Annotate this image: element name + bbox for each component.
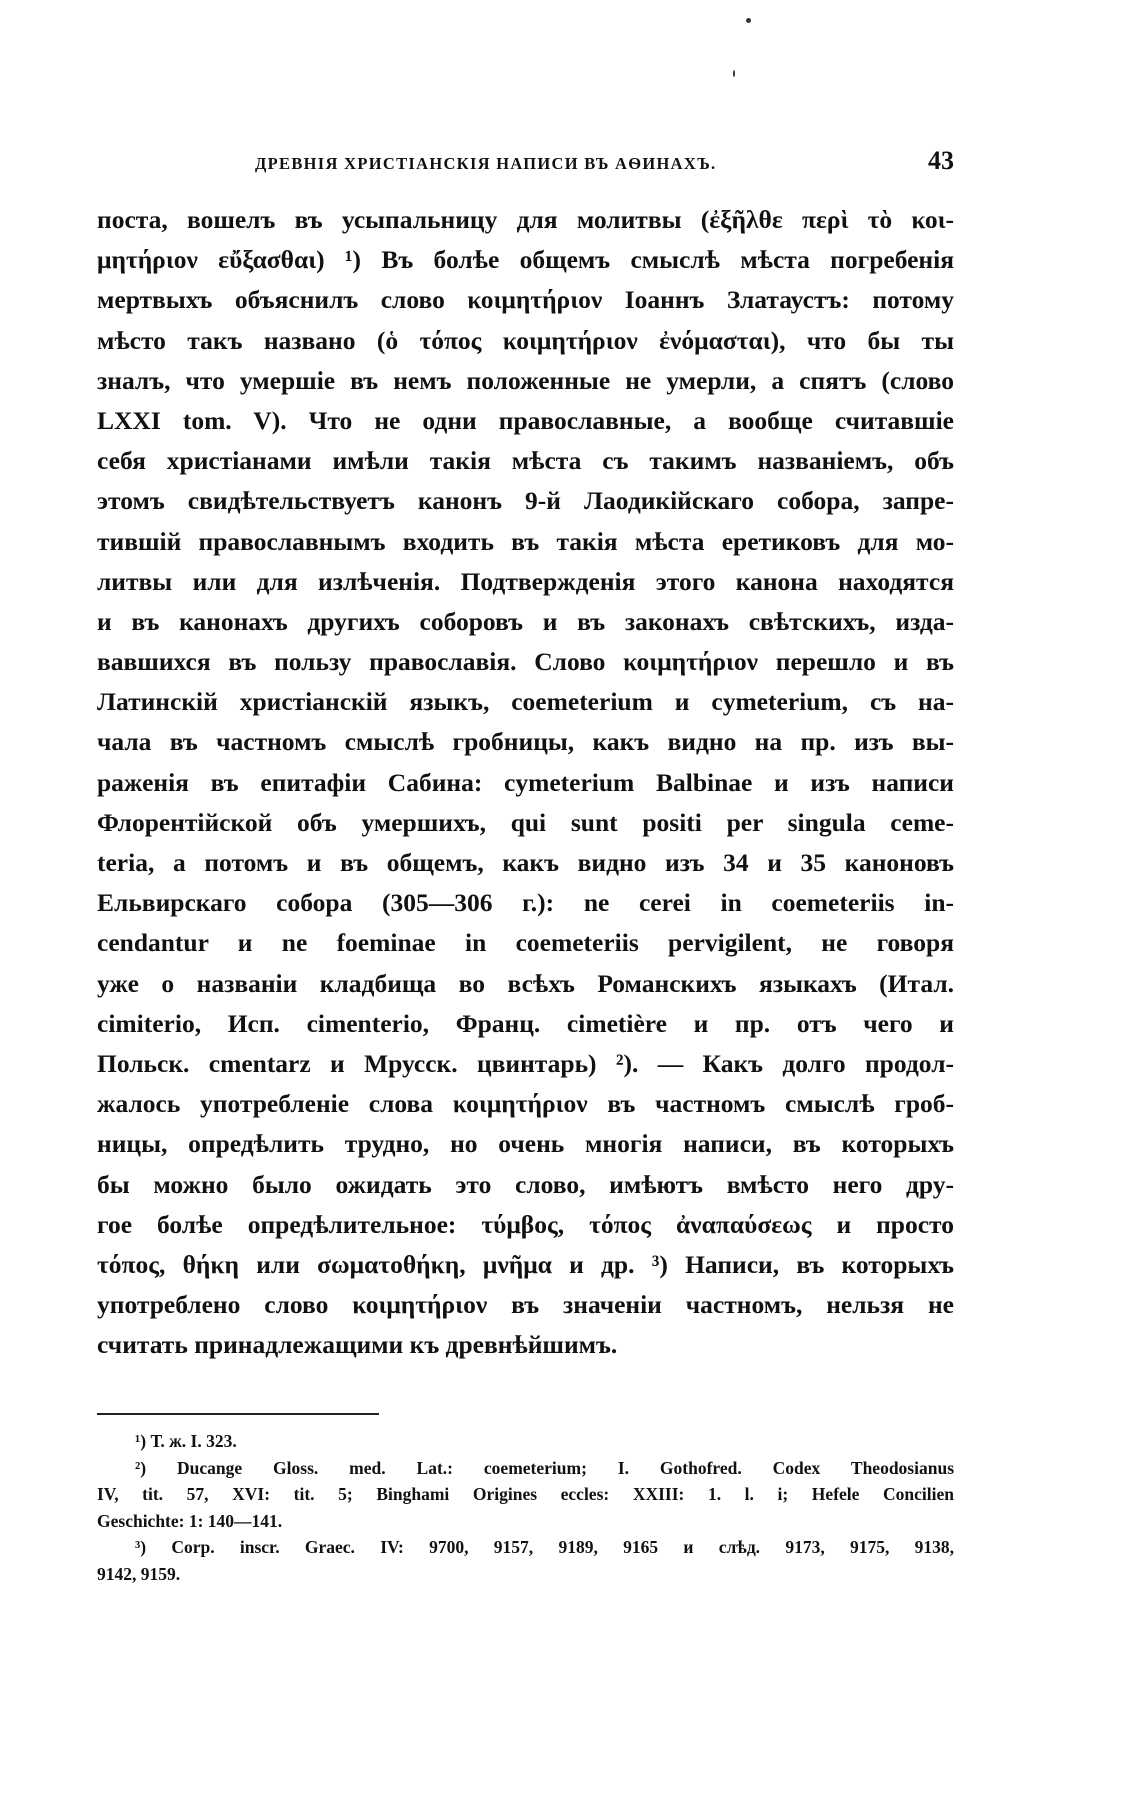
text-line: LXXI tom. V). Что не одни православные, а вообще считавшіе xyxy=(97,405,954,435)
text-line: teria, а потомъ и въ общемъ, какъ видно изъ 34 и 35 каноновъ xyxy=(97,848,954,877)
text-line: ницы, опредѣлить трудно, но очень многія написи, въ которыхъ xyxy=(97,1129,954,1159)
text-line: бы можно было ожидать это слово, имѣютъ вмѣсто него дру- xyxy=(97,1169,954,1199)
footnote-line: ²) Ducange Gloss. med. Lat.: coemeterium; I. Gothofred. Codex Theodosianus xyxy=(135,1457,954,1478)
running-head: ДРЕВНІЯ ХРИСТІАНСКІЯ НАПИСИ ВЪ АѲИНАХЪ. xyxy=(255,154,717,173)
text-line: жалось употребленіе слова κοιμητήριον въ частномъ смыслѣ гроб- xyxy=(97,1089,954,1119)
text-line: гое болѣе опредѣлительное: τύμβος, τόπος ἀναπαύσεως и просто xyxy=(97,1209,954,1239)
text-line: и въ канонахъ другихъ соборовъ и въ законахъ свѣтскихъ, изда- xyxy=(97,606,954,636)
main-text xyxy=(97,200,954,1365)
print-speck xyxy=(746,18,751,23)
text-line: употреблено слово κοιμητήριον въ значеніи частномъ, нельзя не xyxy=(97,1290,954,1320)
footnote-line: Geschichte: 1: 140—141. xyxy=(97,1510,283,1531)
text-line: этомъ свидѣтельствуетъ канонъ 9-й Лаодикійскаго собора, запре- xyxy=(97,486,954,516)
text-line: Флорентійской объ умершихъ, qui sunt positi per singula ceme- xyxy=(97,807,954,837)
text-line: поста, вошелъ въ усыпальницу для молитвы (ἐξῆλθε περὶ τὸ κοι- xyxy=(97,205,954,234)
text-line: себя христіанами имѣли такія мѣста съ такимъ названіемъ, объ xyxy=(97,446,954,476)
text-line: литвы или для излѣченія. Подтвержденія этого канона находятся xyxy=(97,566,954,596)
text-line: мертвыхъ объяснилъ слово κοιμητήριον Іоаннъ Златаустъ: потому xyxy=(97,285,954,315)
page-number: 43 xyxy=(928,146,954,175)
text-line: чала въ частномъ смыслѣ гробницы, какъ видно на пр. изъ вы- xyxy=(97,727,954,757)
page-header xyxy=(97,146,954,182)
footnote-line: ³) Corp. inscr. Graec. IV: 9700, 9157, 9189, 9165 и слѣд. 9173, 9175, 9138, xyxy=(135,1537,954,1557)
text-line: μητήριον εὔξασθαι) ¹) Въ болѣе общемъ смыслѣ мѣста погребенія xyxy=(97,245,954,275)
footnote-separator xyxy=(97,1413,379,1415)
text-line: считать принадлежащими къ древнѣйшимъ. xyxy=(97,1330,618,1360)
text-line: уже о названіи кладбища во всѣхъ Романскихъ языкахъ (Итал. xyxy=(97,968,954,998)
text-line: вавшихся въ пользу православія. Слово κοιμητήριον перешло и въ xyxy=(97,647,954,677)
text-line: раженія въ епитафіи Сабина: cymeterium Balbinae и изъ написи xyxy=(97,767,954,797)
text-line: Латинскій христіанскій языкъ, coemeterium и cymeterium, съ на- xyxy=(97,687,954,717)
text-line: зналъ, что умершіе въ немъ положенные не умерли, а спятъ (слово xyxy=(97,365,954,395)
text-line: cimiterio, Исп. cimenterio, Франц. cimetière и пр. отъ чего и xyxy=(97,1008,954,1038)
footnote-line: 9142, 9159. xyxy=(97,1563,181,1584)
footnotes xyxy=(97,1428,954,1587)
print-speck xyxy=(733,70,735,77)
footnote-line: IV, tit. 57, XVI: tit. 5; Binghami Origines eccles: XXIII: 1. l. i; Hefele Concilien xyxy=(97,1484,954,1504)
footnote-line: ¹) Т. ж. I. 323. xyxy=(135,1431,237,1451)
text-line: Ельвирскаго собора (305—306 г.): ne cerei in coemeteriis in- xyxy=(97,888,954,918)
text-line: Польск. cmentarz и Мрусск. цвинтарь) ²). — Какъ долго продол- xyxy=(97,1048,954,1078)
text-line: cendantur и ne foeminae in coemeteriis pervigilent, не говоря xyxy=(97,928,954,958)
text-line: тившій православнымъ входить въ такія мѣста еретиковъ для мо- xyxy=(97,526,954,556)
text-line: мѣсто такъ названо (ὁ τόπος κοιμητήριον ἐνόμασται), что бы ты xyxy=(97,325,954,355)
text-line: τόπος, θήκη или σωματοθήκη, μνῆμα и др. ³) Написи, въ которыхъ xyxy=(97,1249,954,1279)
